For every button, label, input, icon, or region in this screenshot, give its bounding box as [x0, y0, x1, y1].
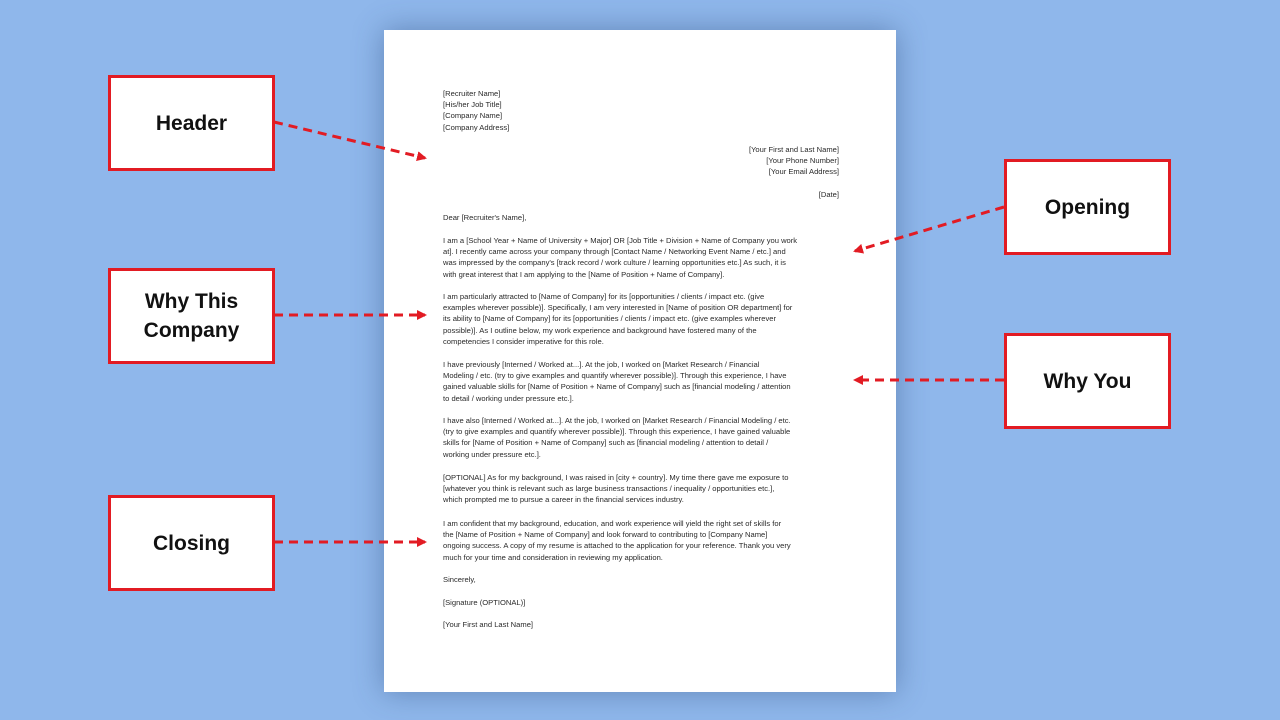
- why-company-line: its ability to [Name of Company] for its [opportunities / clients / impact etc. (give examples wherever: [443, 314, 776, 324]
- signoff: [443, 574, 839, 585]
- opening-line: at]. I recently came across your company through [Contact Name / Networking Event Name / etc.] and: [443, 247, 786, 257]
- recipient-block: [443, 88, 839, 133]
- signature-text: [Signature (OPTIONAL)]: [443, 598, 526, 607]
- why-you-paragraph-2: [443, 415, 839, 460]
- opening-label: Opening: [1044, 195, 1131, 219]
- closing-label: Closing: [153, 531, 230, 555]
- why-you-line: working under pressure etc.].: [443, 449, 541, 459]
- why-this-company-label-line1: Why This: [144, 290, 239, 313]
- why-this-company-label-line2: Company: [143, 319, 240, 342]
- why-company-line: examples wherever possible)]. Specifically, I am very interested in [Name of position OR department] for: [443, 303, 793, 313]
- closing-name: [443, 619, 839, 630]
- signature: [443, 597, 839, 608]
- why-you-line: gained valuable skills for [Name of Position + Name of Company] such as [financial modeling / attention: [443, 382, 791, 392]
- recipient-company: [Company Name]: [443, 111, 503, 121]
- closing-line: the [Name of Position + Name of Company] and look forward to contributing to [Company Name]: [443, 530, 768, 540]
- recipient-address: [Company Address]: [443, 122, 510, 132]
- closing-label-box: [108, 495, 275, 591]
- optional-paragraph: [443, 472, 839, 506]
- why-company-line: I am particularly attracted to [Name of Company] for its [opportunities / clients / impact etc. (give: [443, 292, 765, 301]
- why-you-line: skills for [Name of Position + Name of Company] such as [financial modeling / attention to detail /: [443, 438, 769, 448]
- salutation: [443, 212, 839, 223]
- header-label: Header: [155, 111, 228, 135]
- date: [443, 189, 839, 200]
- why-this-company-label: [144, 287, 240, 345]
- why-company-paragraph: [443, 291, 839, 347]
- optional-line: which prompted me to pursue a career in the financial services industry.: [443, 495, 684, 505]
- why-you-label-box: [1004, 333, 1171, 429]
- opening-line: was impressed by the company's [track record / work culture / learning opportunities etc.] As such, it is: [443, 258, 786, 268]
- signoff-text: Sincerely,: [443, 575, 476, 584]
- why-you-paragraph-1: [443, 359, 839, 404]
- header-label-box: [108, 75, 275, 171]
- opening-paragraph: [443, 235, 839, 280]
- why-you-line: to detail / working under pressure etc.].: [443, 393, 574, 403]
- why-you-line: I have previously [Interned / Worked at...]. At the job, I worked on [Market Research / Financial: [443, 360, 760, 369]
- sender-block: [443, 144, 839, 178]
- closing-name-text: [Your First and Last Name]: [443, 620, 534, 629]
- optional-line: [whatever you think is relevant such as large business transactions / inequality / opportunities etc.],: [443, 484, 775, 494]
- why-you-line: Modeling / etc. (try to give examples and quantify wherever possible)]. Through this experience, I have: [443, 371, 787, 381]
- opening-line: with great interest that I am applying to the [Name of Position + Name of Company].: [443, 269, 725, 279]
- why-you-line: I have also [Interned / Worked at...]. At the job, I worked on [Market Research / Financial Modeling / etc.: [443, 416, 791, 425]
- recipient-job-title: [His/her Job Title]: [443, 100, 502, 110]
- optional-line: [OPTIONAL] As for my background, I was raised in [city + country]. My time there gave me exposure to: [443, 473, 789, 482]
- why-you-line: (try to give examples and quantify wherever possible)]. Through this experience, I have gained valuable: [443, 427, 791, 437]
- why-this-company-label-box: [108, 268, 275, 364]
- salutation-text: Dear [Recruiter's Name],: [443, 213, 527, 222]
- why-you-label: Why You: [1043, 369, 1132, 393]
- opening-label-box: [1004, 159, 1171, 255]
- closing-line: ongoing success. A copy of my resume is attached to the application for your reference. Thank you very: [443, 541, 791, 551]
- sender-name: [Your First and Last Name]: [748, 145, 839, 154]
- recipient-name: [Recruiter Name]: [443, 89, 501, 98]
- closing-paragraph: [443, 518, 839, 563]
- sender-phone: [Your Phone Number]: [766, 156, 839, 166]
- closing-line: I am confident that my background, education, and work experience will yield the right set of skills for: [443, 519, 782, 528]
- closing-line: much for your time and consideration in reviewing my application.: [443, 552, 663, 562]
- why-company-line: possible)]. As I outline below, my work experience and background have fostered many of the: [443, 325, 757, 335]
- opening-line: I am a [School Year + Name of University + Major] OR [Job Title + Division + Name of Company you work: [443, 236, 798, 245]
- why-company-line: competencies I consider imperative for this role.: [443, 336, 604, 346]
- date-text: [Date]: [818, 190, 839, 199]
- sender-email: [Your Email Address]: [768, 167, 839, 177]
- cover-letter-page: [384, 30, 896, 692]
